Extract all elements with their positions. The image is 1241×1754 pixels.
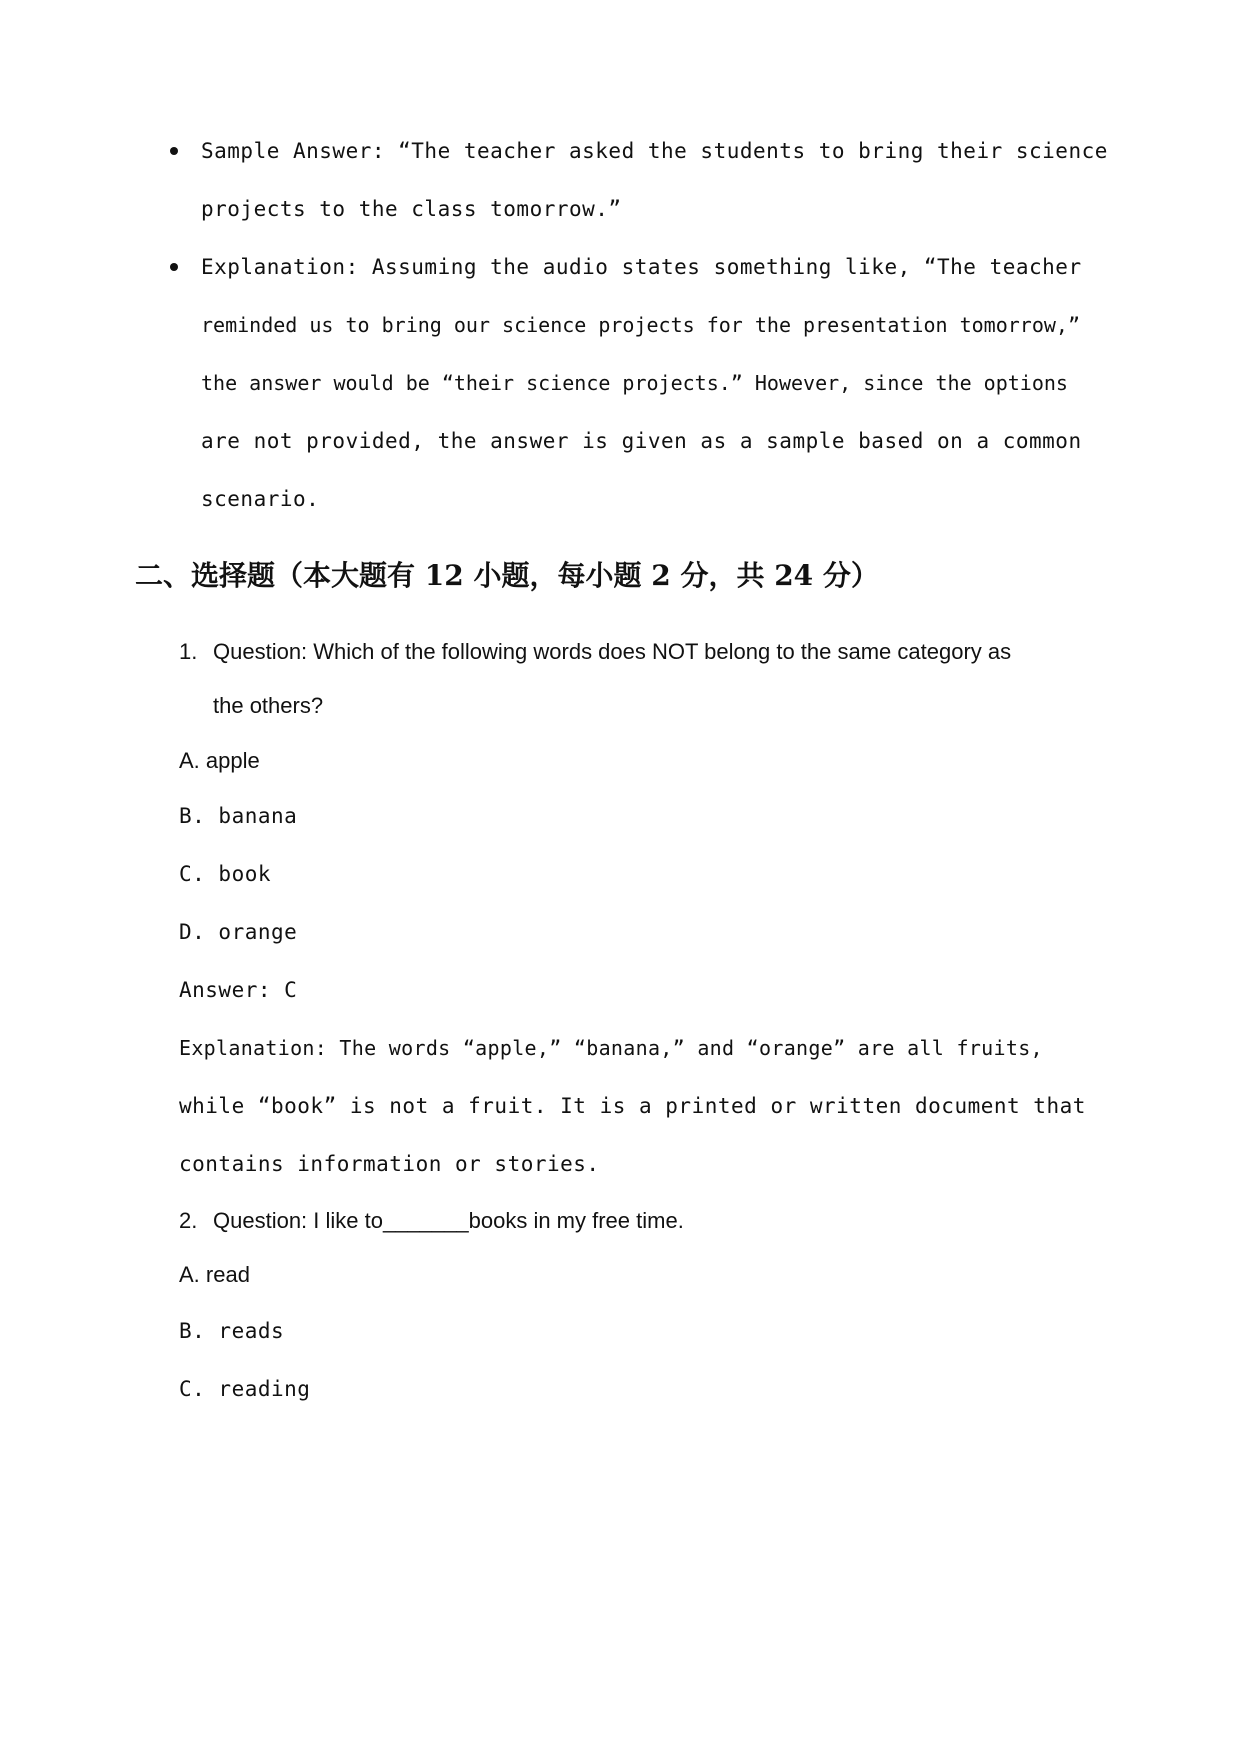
question-1-option-a: A. apple bbox=[179, 748, 260, 773]
section-heading: 二、选择题（本大题有 12 小题，每小题 2 分，共 24 分） bbox=[135, 559, 879, 592]
explanation-line-3: the answer would be “their science projects.” However, since the options bbox=[201, 371, 1068, 395]
question-1-option-d: D. orange bbox=[179, 920, 298, 944]
question-1-explanation-line-2: while “book” is not a fruit. It is a printed or written document that bbox=[179, 1094, 1086, 1118]
sample-answer-line-1: Sample Answer: “The teacher asked the students to bring their science bbox=[201, 139, 1108, 163]
explanation-line-1: Explanation: Assuming the audio states something like, “The teacher bbox=[201, 255, 1082, 279]
question-1-explanation-line-1: Explanation: The words “apple,” “banana,” and “orange” are all fruits, bbox=[179, 1036, 1043, 1060]
bullet-icon bbox=[170, 147, 178, 155]
question-2-text: Question: I like to_______books in my free time. bbox=[213, 1208, 684, 1233]
question-1-explanation-line-3: contains information or stories. bbox=[179, 1152, 600, 1176]
bullet-icon bbox=[170, 263, 178, 271]
explanation-line-5: scenario. bbox=[201, 487, 320, 511]
sample-answer-line-2: projects to the class tomorrow.” bbox=[201, 197, 622, 221]
question-2-number: 2. bbox=[179, 1208, 198, 1233]
question-1-text-line-1: Question: Which of the following words does NOT belong to the same category as bbox=[213, 639, 1012, 664]
explanation-line-4: are not provided, the answer is given as a sample based on a common bbox=[201, 429, 1082, 453]
question-1-answer: Answer: C bbox=[179, 978, 298, 1002]
question-1-option-c: C. book bbox=[179, 862, 272, 886]
question-1-number: 1. bbox=[179, 639, 198, 664]
question-2-option-c: C. reading bbox=[179, 1377, 311, 1401]
question-1-text-line-2: the others? bbox=[213, 693, 324, 718]
explanation-line-2: reminded us to bring our science projects for the presentation tomorrow,” bbox=[201, 313, 1080, 337]
question-2-option-b: B. reads bbox=[179, 1319, 285, 1343]
question-2-option-a: A. read bbox=[179, 1262, 250, 1287]
question-1-option-b: B. banana bbox=[179, 804, 298, 828]
